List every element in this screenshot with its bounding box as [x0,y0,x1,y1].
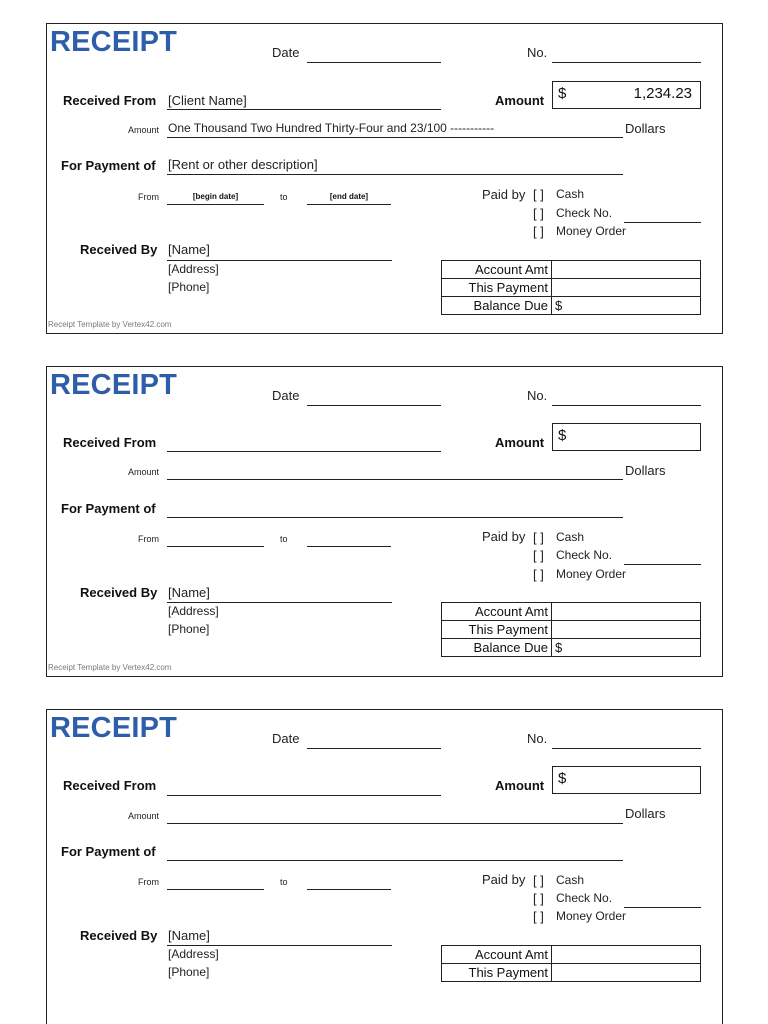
to-label: to [280,877,288,887]
money-order-checkbox[interactable]: [ ] [533,909,544,924]
template-credit: Receipt Template by Vertex42.com [48,320,172,329]
check-number-field[interactable] [624,907,701,908]
number-label: No. [527,45,548,60]
amount-words-line [167,137,623,138]
received-by-address[interactable]: [Address] [168,604,219,618]
date-field[interactable] [307,405,441,406]
cash-label: Cash [556,187,585,201]
received-by-phone[interactable]: [Phone] [168,280,210,294]
paid-by-label: Paid by [482,872,526,887]
dollars-label: Dollars [625,121,666,136]
number-label: No. [527,731,548,746]
for-payment-label: For Payment of [61,844,156,859]
end-date-line [307,889,391,890]
receipt-title: RECEIPT [50,369,178,401]
money-order-checkbox[interactable]: [ ] [533,224,544,239]
received-by-line [167,260,392,261]
check-checkbox[interactable]: [ ] [533,206,544,221]
to-label: to [280,534,288,544]
balance-due-label: Balance Due [442,639,552,657]
end-date-line [307,204,391,205]
this-payment-label: This Payment [442,621,552,639]
account-amt-label: Account Amt [442,946,552,964]
table-row [442,964,701,982]
template-credit: Receipt Template by Vertex42.com [48,663,172,672]
balance-table [441,602,701,657]
cash-label: Cash [556,530,585,544]
this-payment-cell[interactable] [552,964,701,982]
date-field[interactable] [307,62,441,63]
number-field[interactable] [552,748,701,749]
money-order-label: Money Order [556,909,627,923]
this-payment-cell[interactable] [552,279,701,297]
money-order-label: Money Order [556,567,627,581]
received-from-line [167,795,441,796]
for-payment-line [167,860,623,861]
check-checkbox[interactable]: [ ] [533,891,544,906]
cash-checkbox[interactable]: [ ] [533,530,544,545]
date-label: Date [272,731,300,746]
for-payment-value[interactable]: [Rent or other description] [168,157,318,172]
for-payment-line [167,517,623,518]
received-by-line [167,945,392,946]
received-from-label: Received From [63,93,157,108]
account-amt-cell[interactable] [552,946,701,964]
amount-box[interactable] [552,423,701,451]
balance-table [441,260,701,315]
check-checkbox[interactable]: [ ] [533,548,544,563]
number-field[interactable] [552,405,701,406]
amount-words-value[interactable]: One Thousand Two Hundred Thirty-Four and 23/100 ----------- [168,121,495,135]
from-label: From [138,534,159,544]
received-by-name[interactable]: [Name] [168,242,210,257]
received-by-name[interactable]: [Name] [168,585,210,600]
for-payment-label: For Payment of [61,501,156,516]
check-number-field[interactable] [624,564,701,565]
for-payment-label: For Payment of [61,158,156,173]
table-row [442,603,701,621]
begin-date-line [167,889,264,890]
receipt-title: RECEIPT [50,26,178,58]
received-by-phone[interactable]: [Phone] [168,965,210,979]
check-number-field[interactable] [624,222,701,223]
this-payment-label: This Payment [442,964,552,982]
dollar-sign: $ [558,770,567,787]
number-label: No. [527,388,548,403]
receipt-title: RECEIPT [50,712,178,744]
from-label: From [138,877,159,887]
balance-table [441,945,701,982]
account-amt-label: Account Amt [442,603,552,621]
received-from-line [167,109,441,110]
balance-due-cell[interactable]: $ [552,297,701,315]
table-row [442,621,701,639]
end-date-value[interactable]: [end date] [329,192,369,201]
amount-words-line [167,479,623,480]
amount-label: Amount [495,435,545,450]
table-row [442,946,701,964]
table-row [442,279,701,297]
account-amt-label: Account Amt [442,261,552,279]
received-by-address[interactable]: [Address] [168,947,219,961]
date-field[interactable] [307,748,441,749]
received-by-label: Received By [80,928,158,943]
check-label: Check No. [556,891,613,905]
dollar-sign: $ [558,85,567,102]
date-label: Date [272,45,300,60]
received-from-label: Received From [63,778,157,793]
begin-date-value[interactable]: [begin date] [192,192,239,201]
received-by-line [167,602,392,603]
dollar-sign: $ [558,427,567,444]
account-amt-cell[interactable] [552,261,701,279]
received-from-label: Received From [63,435,157,450]
receipt-3 [46,709,723,1024]
table-row [442,639,701,657]
amount-label: Amount [495,778,545,793]
amount-value: 1,234.23 [633,85,692,102]
received-from-line [167,451,441,452]
received-by-label: Received By [80,242,158,257]
amount-words-line [167,823,623,824]
amount-words-label: Amount [128,811,160,821]
amount-box[interactable] [552,766,701,794]
table-row [442,297,701,315]
number-field[interactable] [552,62,701,63]
received-by-address[interactable]: [Address] [168,262,219,276]
amount-words-label: Amount [128,125,160,135]
from-label: From [138,192,159,202]
received-by-label: Received By [80,585,158,600]
received-by-name[interactable]: [Name] [168,928,210,943]
receipt-2 [46,366,723,677]
balance-due-label: Balance Due [442,297,552,315]
received-from-value[interactable]: [Client Name] [168,93,247,108]
table-row [442,261,701,279]
date-label: Date [272,388,300,403]
money-order-label: Money Order [556,224,627,238]
check-label: Check No. [556,548,613,562]
dollars-label: Dollars [625,463,666,478]
paid-by-label: Paid by [482,529,526,544]
for-payment-line [167,174,623,175]
dollars-label: Dollars [625,806,666,821]
receipt-1 [46,23,723,334]
to-label: to [280,192,288,202]
money-order-checkbox[interactable]: [ ] [533,567,544,582]
this-payment-cell[interactable] [552,621,701,639]
cash-label: Cash [556,873,585,887]
cash-checkbox[interactable]: [ ] [533,873,544,888]
cash-checkbox[interactable]: [ ] [533,187,544,202]
amount-label: Amount [495,93,545,108]
begin-date-line [167,204,264,205]
begin-date-line [167,546,264,547]
paid-by-label: Paid by [482,187,526,202]
amount-box[interactable] [552,81,701,109]
this-payment-label: This Payment [442,279,552,297]
balance-due-cell[interactable]: $ [552,639,701,657]
check-label: Check No. [556,206,613,220]
account-amt-cell[interactable] [552,603,701,621]
end-date-line [307,546,391,547]
amount-words-label: Amount [128,467,160,477]
received-by-phone[interactable]: [Phone] [168,622,210,636]
